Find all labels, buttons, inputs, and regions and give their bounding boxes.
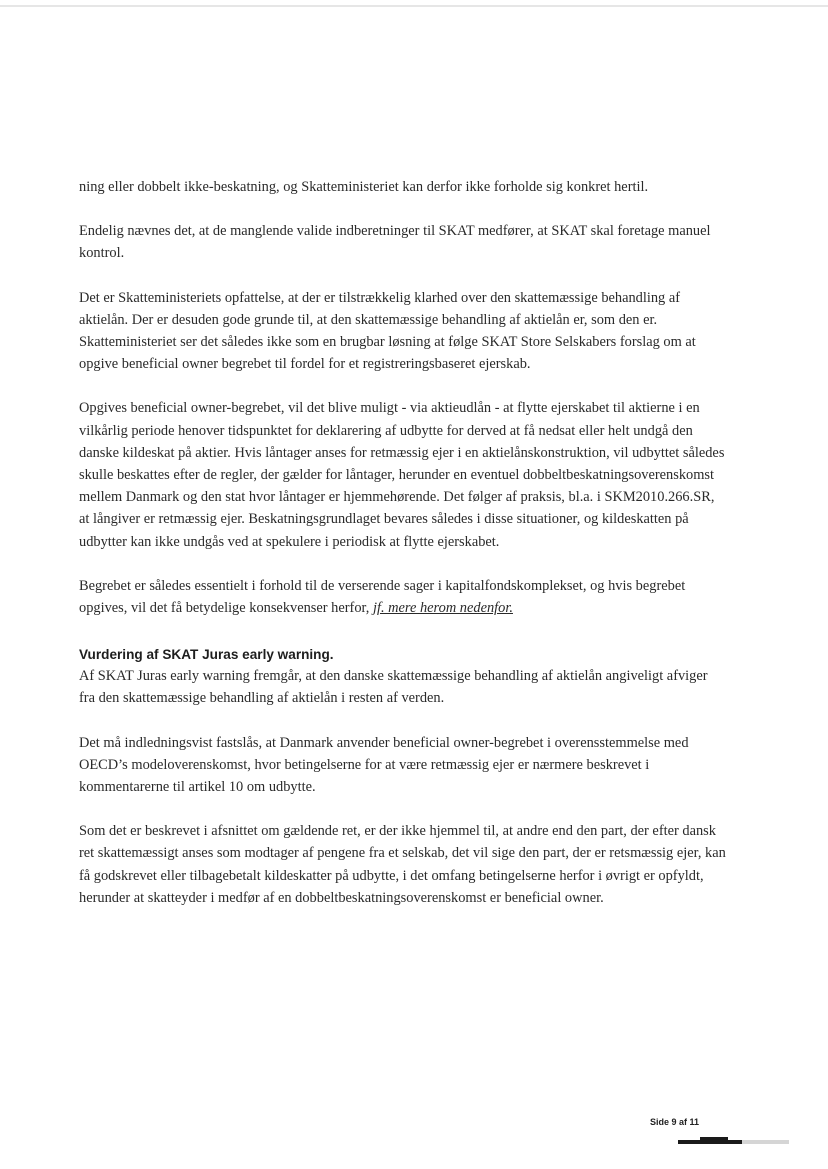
progress-remainder [742,1140,789,1144]
section-paragraph-1: Af SKAT Juras early warning fremgår, at den danske skattemæssige behandling af aktielån angiveligt afviger fra den skattemæssige behandling af aktielån i resten af verden. [79,668,708,707]
paragraph-5 [79,575,727,619]
paragraph-4: Opgives beneficial owner-begrebet, vil det blive muligt - via aktieudlån - at flytte ejerskabet til aktierne i en vilkårlig periode henover tidspunktet for deklarering af udbytte for derved at få nedsat eller helt undgå den danske kildeskat på aktier. Hvis låntager anses for retmæssig ejer i en aktielånskonstruktion, vil udbyttet således skulle beskattes efter de regler, der gælder for låntager, herunder en eventuel dobbeltbeskatningsoverenskomst mellem Danmark og den stat hvor låntager er hjemmehørende. Det følger af praksis, bl.a. i SKM2010.266.SR, at långiver er retmæssig ejer. Beskatningsgrundlaget bevares således i disse situationer, og kildeskatten på udbytter kan ikke undgås ved at spekulere i periodisk at flytte ejerskabet. [79,400,725,550]
section-heading: Vurdering af SKAT Juras early warning. [79,647,334,663]
paragraph-3: Det er Skatteministeriets opfattelse, at der er tilstrækkelig klarhed over den skattemæssige behandling af aktielån. Der er desuden gode grunde til, at den skattemæssige behandling af aktielån er, som den er. Skatteministeriet ser det således ikke som en brugbar løsning at følge SKAT Store Selskabers forslag om at opgive beneficial owner begrebet til fordel for et registreringsbaseret ejerskab. [79,289,696,373]
paragraph-1: ning eller dobbelt ikke-beskatning, og Skatteministeriet kan derfor ikke forholde sig konkret hertil. [79,179,649,195]
page-number: Side 9 af 11 [650,1117,700,1127]
paragraph-5-text: Begrebet er således essentielt i forhold til de verserende sager i kapitalfondskomplekset, og hvis begrebet opgives, vil det få betydelige konsekvenser herfor, [79,577,686,617]
paragraph-2: Endelig nævnes det, at de manglende valide indberetninger til SKAT medfører, at SKAT skal foretage manuel kontrol. [79,223,711,262]
cross-reference: jf. mere herom nedenfor. [372,600,513,617]
section-paragraph-2: Det må indledningsvist fastslås, at Danmark anvender beneficial owner-begrebet i overensstemmelse med OECD’s modeloverenskomst, hvor betingelserne for at være retmæssig ejer er nærmere beskrevet i kommentarerne til artikel 10 om udbytte. [79,734,689,796]
top-border [0,5,828,7]
document-body [79,176,727,909]
section-paragraph-3: Som det er beskrevet i afsnittet om gældende ret, er der ikke hjemmel til, at andre end den part, der efter dansk ret skattemæssigt anses som modtager af pengene fra et selskab, det vil sige den part, der er retsmæssig ejer, kan få godskrevet eller tilbagebetalt kildeskatter på udbytte, i det omfang betingelserne herfor i øvrigt er opfyldt, herunder at skatteyder i medfør af en dobbeltbeskatningsoverenskomst er beneficial owner. [79,823,726,906]
progress-fill [678,1140,742,1144]
page-progress-bar [678,1140,789,1144]
